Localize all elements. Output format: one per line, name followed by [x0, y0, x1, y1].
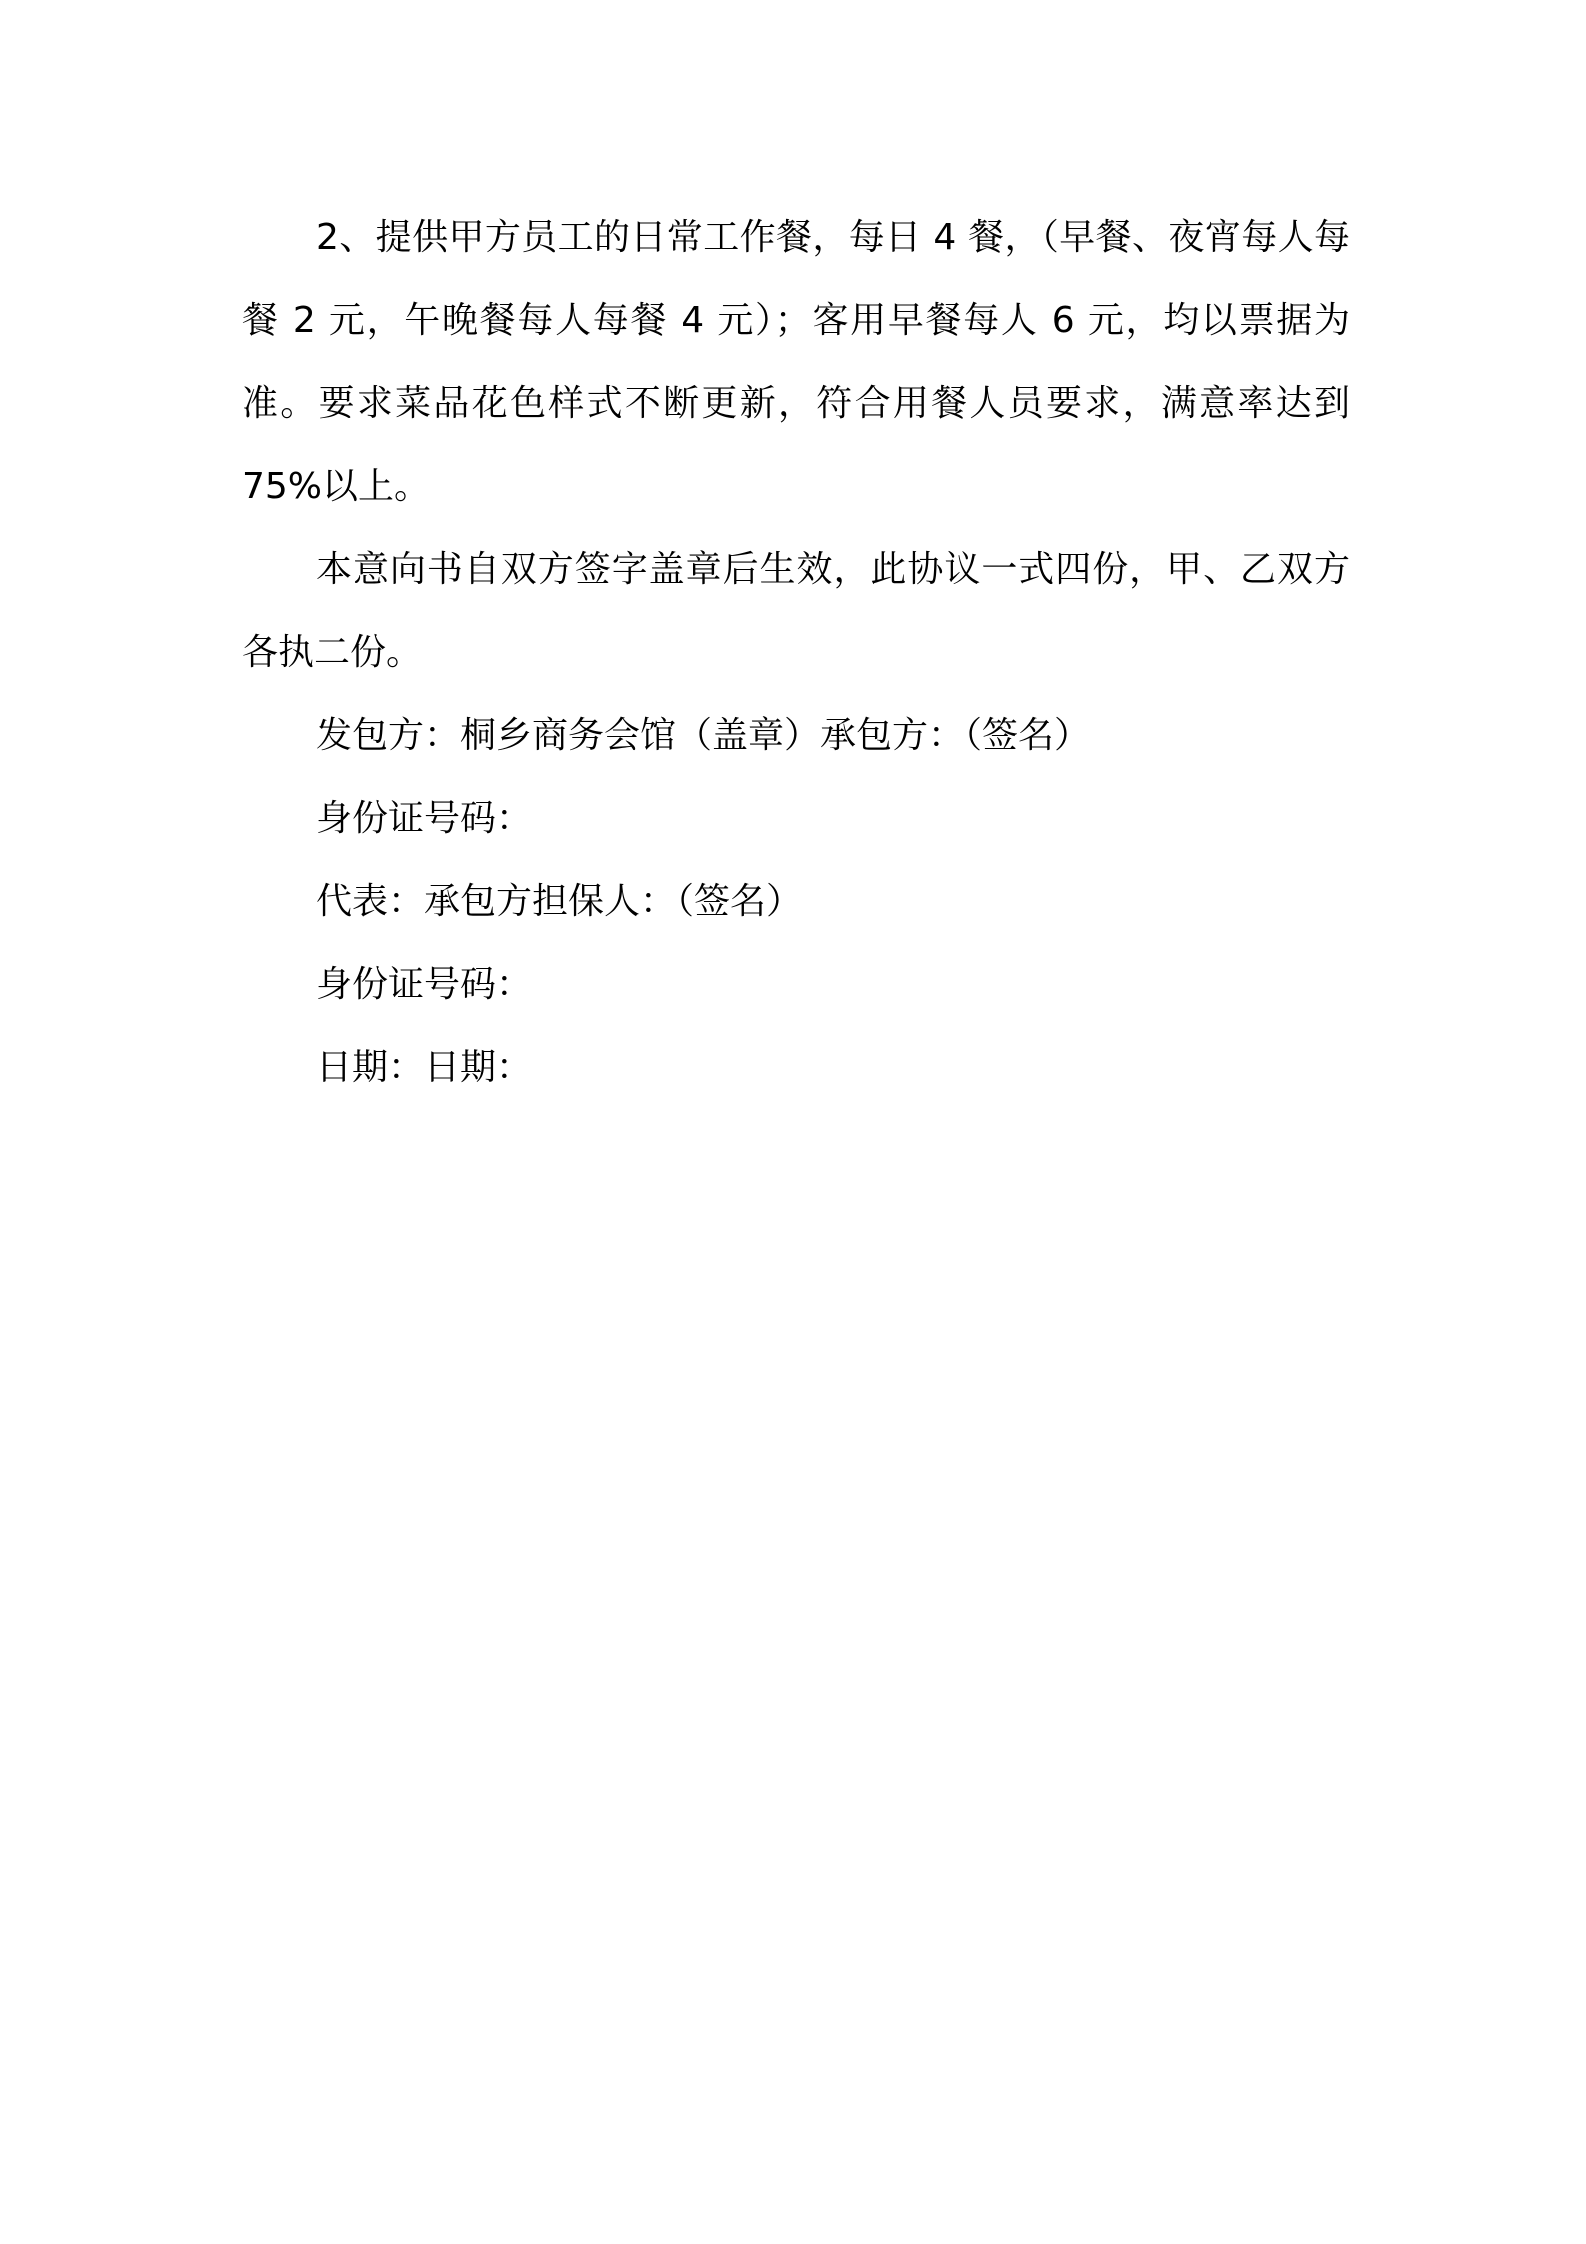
- date-line: 日期：日期：: [316, 1047, 533, 1088]
- id-number-line-1: 身份证号码：: [316, 798, 533, 839]
- meal-provision-clause: 2、提供甲方员工的日常工作餐，每日 4 餐，（早餐、夜宵每人每餐 2 元，午晚餐每人每餐 4 元）；客用早餐每人 6 元，均以票据为准。要求菜品花色样式不断更新，符合用餐人员要求，满意率达到 75%以上。: [242, 217, 1350, 507]
- representative-guarantor-line: 代表：承包方担保人：（签名）: [316, 881, 803, 922]
- id-number-line-2: 身份证号码：: [316, 964, 533, 1005]
- effectiveness-clause: 本意向书自双方签字盖章后生效，此协议一式四份，甲、乙双方各执二份。: [242, 549, 1350, 673]
- document-body: [242, 196, 1350, 1109]
- contracting-parties-line: 发包方：桐乡商务会馆（盖章）承包方：（签名）: [316, 715, 1091, 756]
